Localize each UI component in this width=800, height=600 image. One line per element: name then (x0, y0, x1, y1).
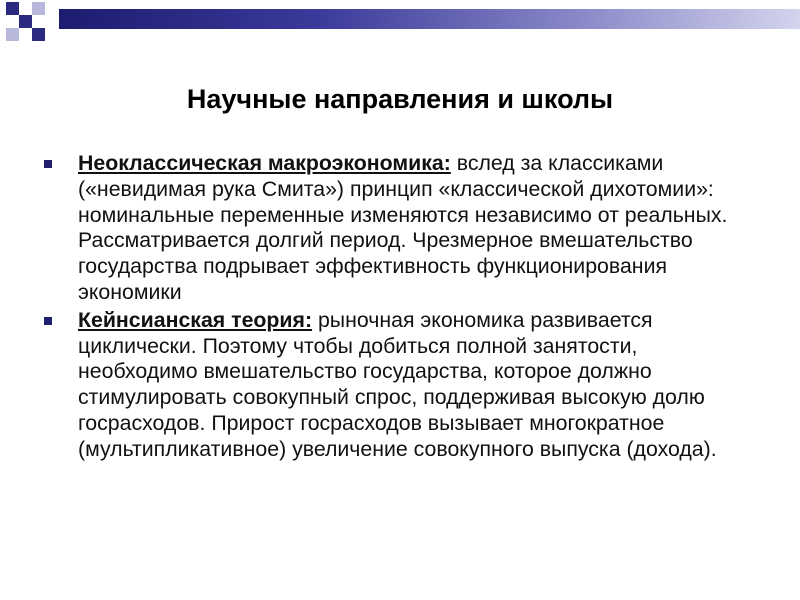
header-gradient-band (59, 9, 800, 29)
bullet-text: вслед за классиками («невидимая рука Смита») принцип «классической дихотомии»: номинальные переменные изменяются независимо от реальных. Рассматривается долгий период. Чрезмерное вмешательство государства подрывает эффективность функционирования экономики (78, 151, 728, 304)
bullet-text: рыночная экономика развивается циклически. Поэтому чтобы добиться полной занятости, необходимо вмешательство государства, которое должно стимулировать совокупный спрос, поддерживая высокую долю госрасходов. Прирост госрасходов вызывает многократное (мультипликативное) увеличение совокупного выпуска (дохода). (78, 307, 717, 461)
bullet-list (44, 151, 744, 465)
bullet-item-keynesian (44, 308, 744, 463)
deco-square (19, 28, 32, 41)
deco-square (6, 15, 19, 28)
deco-square (6, 2, 19, 15)
deco-square (19, 2, 32, 15)
bullet-term: Неоклассическая макроэкономика: (78, 151, 451, 175)
square-bullet-icon (44, 317, 52, 325)
deco-square (32, 15, 45, 28)
deco-square (19, 15, 32, 28)
deco-square (32, 28, 45, 41)
slide-title: Научные направления и школы (186, 84, 614, 114)
bullet-term: Кейнсианская теория: (78, 307, 313, 332)
bullet-item-neoclassical (44, 151, 744, 306)
square-bullet-icon (44, 160, 52, 168)
deco-square (6, 28, 19, 41)
deco-square (32, 2, 45, 15)
header-decoration (0, 0, 800, 50)
